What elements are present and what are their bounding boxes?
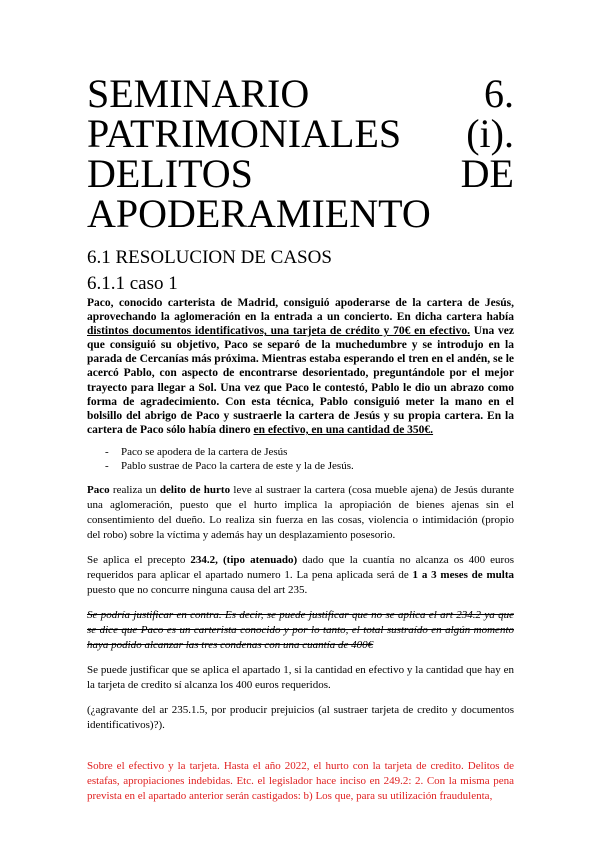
title-word: 6. (484, 71, 514, 116)
paragraph-agravante: (¿agravante del ar 235.1.5, por producir prejuicios (al sustraer tarjeta de credito y documentos identificativos)?). (87, 703, 514, 731)
text: realiza un (109, 483, 160, 496)
paragraph-precepto (87, 553, 514, 598)
case-text: Paco, conocido carterista de Madrid, consiguió apoderarse de la cartera de Jesús, aprovechando la aglomeración en la entrada a un concierto. En dicha cartera había (87, 297, 514, 324)
list-item: - Paco se apodera de la cartera de Jesús (87, 445, 514, 459)
title-word: PATRIMONIALES (87, 111, 402, 156)
case-text-underlined: distintos documentos identificativos, una tarjeta de crédito y 70€ en efectivo. (87, 325, 470, 338)
bold-text: 1 a 3 meses de multa (412, 568, 514, 581)
text: Se aplica el precepto (87, 553, 191, 566)
title-word: DE (460, 151, 514, 196)
title-word: DELITOS (87, 151, 253, 196)
title-word: (i). (466, 111, 514, 156)
title-line-4 (87, 191, 514, 236)
paragraph-apartado-1: Se puede justificar que se aplica el apartado 1, si la cantidad en efectivo y la cantidad que hay en la tarjeta de credito sí alcanza los 400 euros requeridos. (87, 663, 514, 691)
bold-text: delito de hurto (159, 483, 231, 496)
case-statement (87, 296, 514, 437)
title-line-3 (87, 151, 514, 196)
text: leve al sustraer la cartera (cosa mueble ajena) de Jesús durante una aglomeración, puesto que el hurto implica la apropiación de bienes ajenas sin el consentimiento del dueño. Lo realiza sin fuerza en las cosas, violencia o intimidación (propio del robo) sobre la víctima y además hay un desplazamiento posesorio. (87, 483, 514, 541)
bold-text: Paco (87, 483, 110, 496)
list-item: - Pablo sustrae de Paco la cartera de este y la de Jesús. (87, 459, 514, 473)
text: dado que la cuantía no alcanza os 400 euros requeridos para aplicar el apartado numero 1. La pena aplicada será de (87, 553, 514, 581)
section-heading: 6.1 RESOLUCION DE CASOS (87, 247, 332, 268)
document-title (87, 71, 514, 236)
case-text-underlined: en efectivo, en una cantidad de 350€. (253, 423, 434, 436)
title-word: APODERAMIENTO (87, 191, 431, 236)
bold-text: 234.2, (tipo atenuado) (190, 553, 298, 566)
document-page (87, 71, 514, 804)
text: puesto que no concurre ninguna causa del art 235. (87, 583, 308, 596)
paragraph-hurto (87, 483, 514, 543)
title-word: SEMINARIO (87, 71, 310, 116)
paragraph-struck: Se podría justificar en contra. Es decir, se puede justificar que no se aplica el art 234.2 ya que se dice que Paco es un carterista conocido y por lo tanto, el total sustraído en algún momento haya podido alcanzar las tres condenas con una cuantía de 400€ (87, 608, 514, 651)
paragraph-red-note: Sobre el efectivo y la tarjeta. Hasta el año 2022, el hurto con la tarjeta de credito. Delitos de estafas, apropiaciones indebidas. Etc. el legislador hace inciso en 249.2: 2. Con la misma pena prevista en el apartado anterior serán castigados: b) Los que, para su utilización fraudulenta, (87, 759, 514, 802)
title-line-2 (87, 111, 514, 156)
case-text: Una vez que consiguió su objetivo, Paco se separó de la muchedumbre y se introdujo en la parada de Cercanías más próxima. Mientras estaba esperando el tren en el andén, se le acercó Pablo, con aspecto de encontrarse desorientado, preguntándole por el mejor trayecto para llegar a Sol. Una vez que Paco le contestó, Pablo le dio un abrazo como forma de agradecimiento. Con esta técnica, Pablo consiguió meter la mano en el bolsillo del abrigo de Paco y sustraerle la cartera de Jesús y su propia cartera. En la cartera de Paco sólo había dinero (87, 325, 514, 436)
title-line-1 (87, 71, 514, 116)
subsection-heading: 6.1.1 caso 1 (87, 273, 178, 294)
summary-list (87, 445, 514, 473)
